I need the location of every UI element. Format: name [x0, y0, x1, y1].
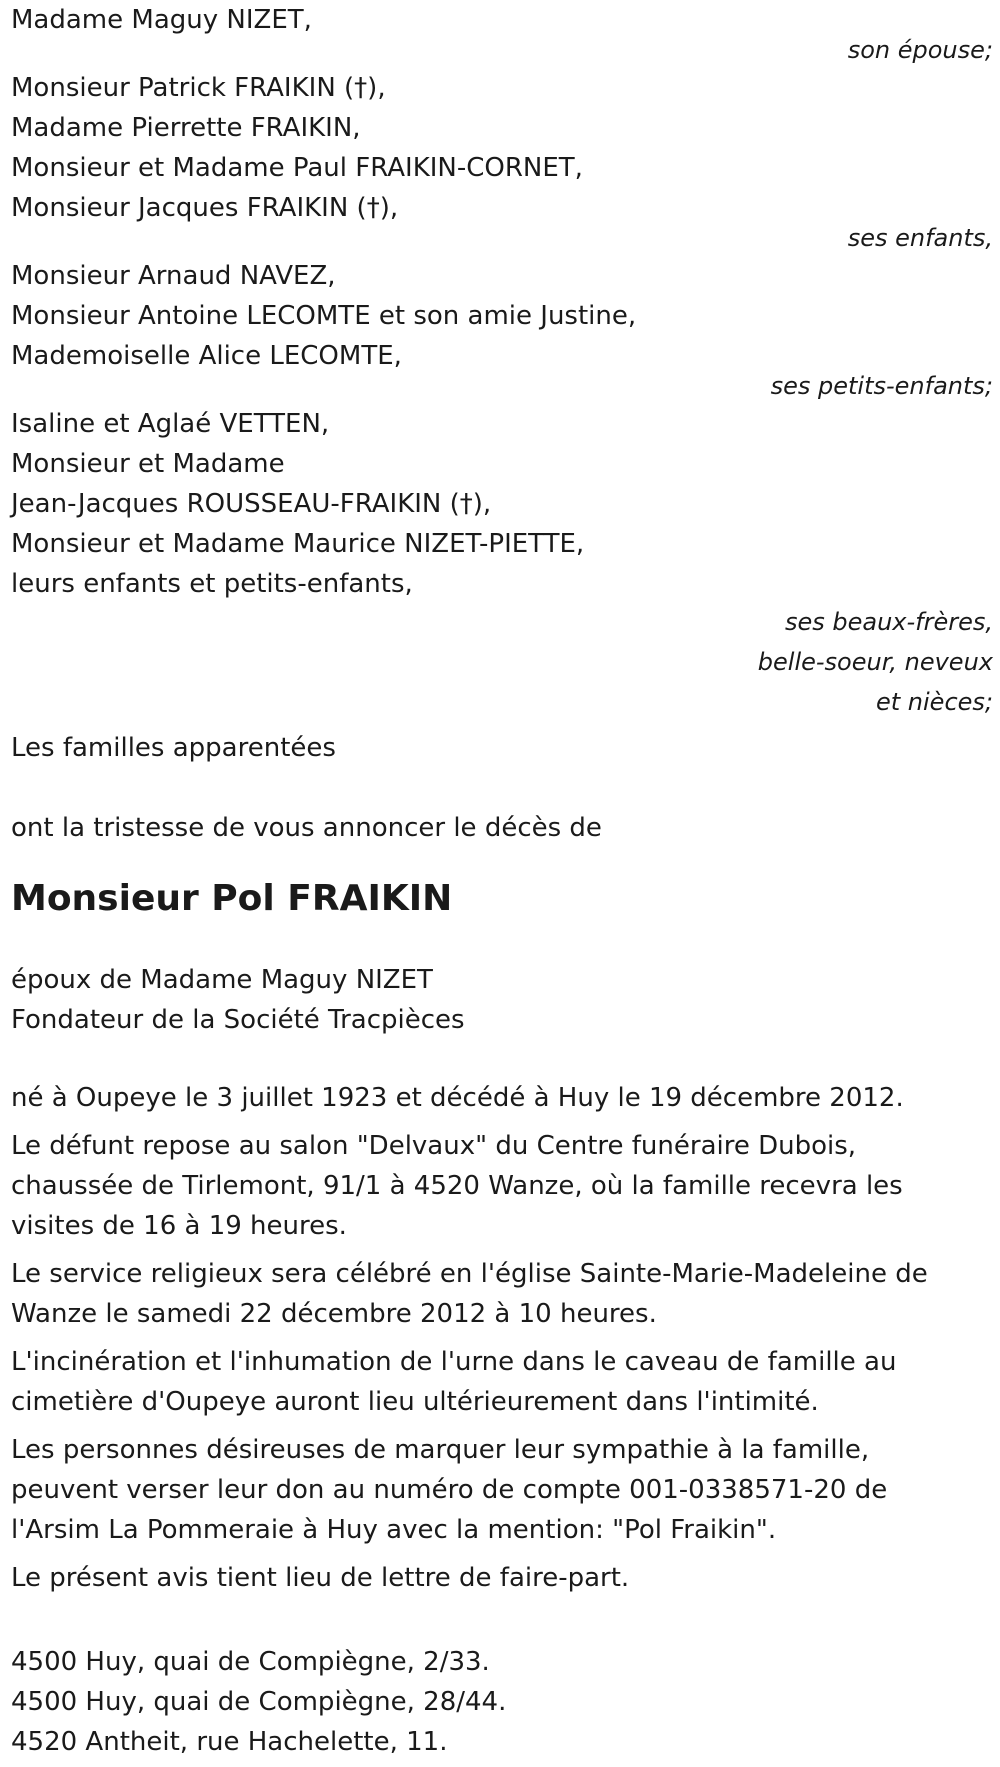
- family-name-line: leurs enfants et petits-enfants,: [11, 569, 413, 599]
- deceased-name: Monsieur Pol FRAIKIN: [11, 878, 453, 919]
- children-group: [11, 68, 993, 258]
- family-name-line: Monsieur et Madame: [11, 449, 285, 479]
- address-line: 4520 Antheit, rue Hachelette, 11.: [11, 1727, 448, 1757]
- family-name-line: Monsieur et Madame Paul FRAIKIN-CORNET,: [11, 153, 583, 183]
- relation-label: ses enfants,: [847, 224, 993, 252]
- in-laws-group: [11, 404, 993, 722]
- notice-paragraph: Le service religieux sera célébré en l'église Sainte-Marie-Madeleine de Wanze le samedi 22 décembre 2012 à 10 heures.: [11, 1259, 928, 1329]
- notice-paragraph: Les personnes désireuses de marquer leur sympathie à la famille, peuvent verser leur don au numéro de compte 001-0338571-20 de l'Arsim La Pommeraie à Huy avec la mention: "Pol Fraikin".: [11, 1435, 888, 1545]
- family-name-line: Madame Maguy NIZET,: [11, 5, 312, 35]
- notice-paragraph: né à Oupeye le 3 juillet 1923 et décédé à Huy le 19 décembre 2012.: [11, 1083, 904, 1113]
- notice-paragraph: Le défunt repose au salon "Delvaux" du Centre funéraire Dubois, chaussée de Tirlemont, 91/1 à 4520 Wanze, où la famille recevra les visites de 16 à 19 heures.: [11, 1131, 903, 1241]
- family-name-line: Isaline et Aglaé VETTEN,: [11, 409, 330, 439]
- relation-label: ses beaux-frères,: [784, 608, 993, 636]
- family-name-line: Monsieur Patrick FRAIKIN (†),: [11, 73, 386, 103]
- relation-label: belle-soeur, neveux: [757, 648, 993, 676]
- announcement-text: ont la tristesse de vous annoncer le décès de: [11, 813, 602, 843]
- grandchildren-group: [11, 256, 993, 406]
- relation-label: son épouse;: [847, 36, 993, 64]
- related-families: Les familles apparentées: [11, 733, 336, 763]
- spouse-group: [11, 0, 993, 70]
- family-name-line: Monsieur Jacques FRAIKIN (†),: [11, 193, 399, 223]
- family-name-line: Madame Pierrette FRAIKIN,: [11, 113, 361, 143]
- family-name-line: Mademoiselle Alice LECOMTE,: [11, 341, 402, 371]
- deceased-detail: Fondateur de la Société Tracpièces: [11, 1005, 465, 1035]
- family-name-line: Monsieur Arnaud NAVEZ,: [11, 261, 336, 291]
- deceased-detail: époux de Madame Maguy NIZET: [11, 965, 433, 995]
- family-name-line: Monsieur Antoine LECOMTE et son amie Justine,: [11, 301, 637, 331]
- notice-paragraph: Le présent avis tient lieu de lettre de faire-part.: [11, 1563, 630, 1593]
- relation-label: ses petits-enfants;: [770, 372, 993, 400]
- notice-paragraph: L'incinération et l'inhumation de l'urne dans le caveau de famille au cimetière d'Oupeye auront lieu ultérieurement dans l'intimité.: [11, 1347, 897, 1417]
- obituary-notice: [11, 0, 993, 1762]
- family-name-line: Monsieur et Madame Maurice NIZET-PIETTE,: [11, 529, 585, 559]
- relation-label: et nièces;: [876, 688, 993, 716]
- address-line: 4500 Huy, quai de Compiègne, 28/44.: [11, 1687, 507, 1717]
- address-line: 4500 Huy, quai de Compiègne, 2/33.: [11, 1647, 490, 1677]
- family-name-line: Jean-Jacques ROUSSEAU-FRAIKIN (†),: [11, 489, 492, 519]
